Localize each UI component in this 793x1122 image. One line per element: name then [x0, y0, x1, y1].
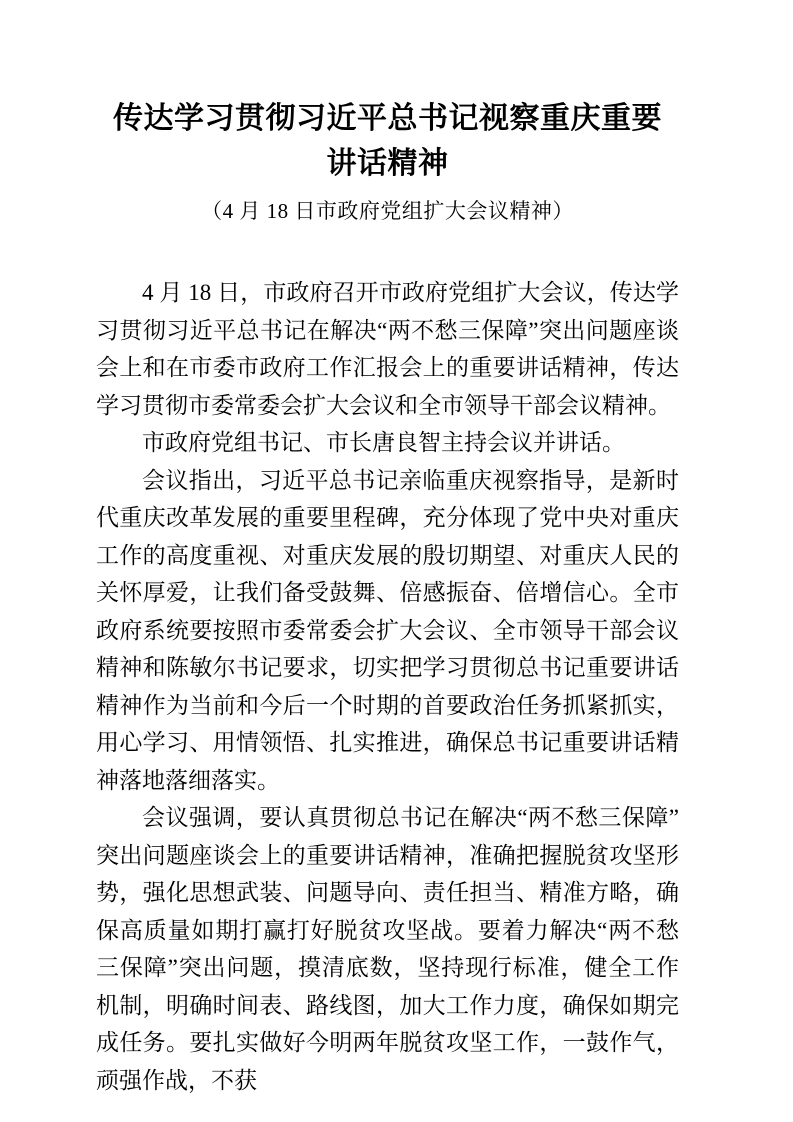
document-body	[96, 274, 679, 1099]
paragraph-meeting-summary: 4 月 18 日，市政府召开市政府党组扩大会议，传达学习贯彻习近平总书记在解决“两不愁三保障”突出问题座谈会上和在市委市政府工作汇报会上的重要讲话精神，传达学习贯彻市委常委会扩大会议和全市领导干部会议精神。	[96, 280, 679, 418]
paragraph-meeting-pointed-out: 会议指出，习近平总书记亲临重庆视察指导，是新时代重庆改革发展的重要里程碑，充分体现了党中央对重庆工作的高度重视、对重庆发展的殷切期望、对重庆人民的关怀厚爱，让我们备受鼓舞、倍感振奋、倍增信心。全市政府系统要按照市委常委会扩大会议、全市领导干部会议精神和陈敏尔书记要求，切实把学习贯彻总书记重要讲话精神作为当前和今后一个时期的首要政治任务抓紧抓实，用心学习、用情领悟、扎实推进，确保总书记重要讲话精神落地落细落实。	[96, 467, 679, 793]
document-subtitle: （4 月 18 日市政府党组扩大会议精神）	[201, 199, 574, 223]
document-title: 传达学习贯彻习近平总书记视察重庆重要讲话精神	[113, 102, 662, 180]
paragraph-host-statement: 市政府党组书记、市长唐良智主持会议并讲话。	[142, 430, 625, 455]
paragraph-meeting-emphasized: 会议强调，要认真贯彻总书记在解决“两不愁三保障”突出问题座谈会上的重要讲话精神，准确把握脱贫攻坚形势，强化思想武装、问题导向、责任担当、精准方略，确保高质量如期打赢打好脱贫攻坚战。要着力解决“两不愁三保障”突出问题，摸清底数，坚持现行标准，健全工作机制，明确时间表、路线图，加大工作力度，确保如期完成任务。要扎实做好今明两年脱贫攻坚工作，一鼓作气，顽强作战，不获	[96, 805, 679, 1093]
